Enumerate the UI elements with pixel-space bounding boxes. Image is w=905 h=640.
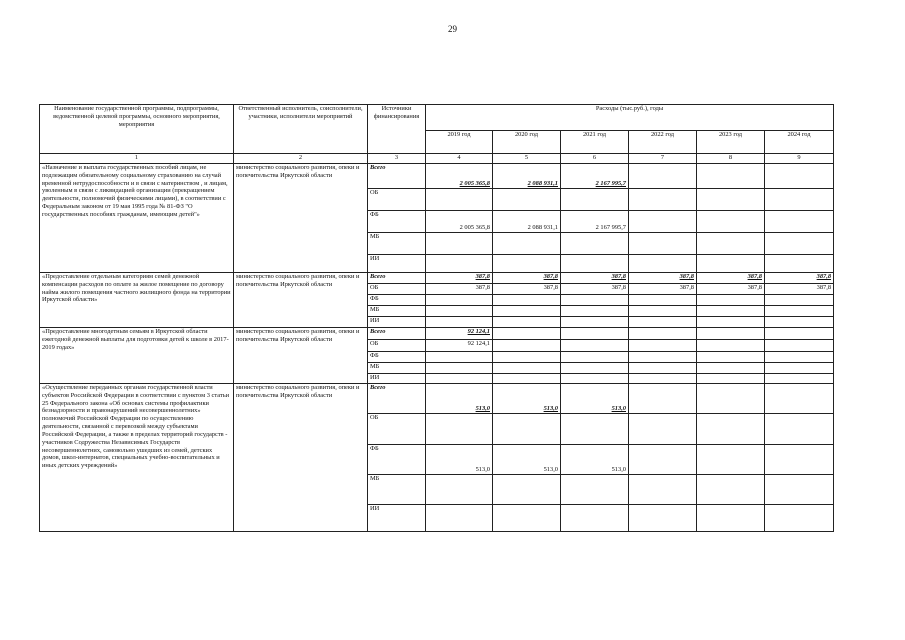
- expense-value: [697, 363, 765, 374]
- expense-value: [493, 505, 561, 532]
- expense-value: 2 167 995,7: [561, 211, 629, 233]
- expense-value: 387,8: [697, 273, 765, 284]
- funding-source: МБ: [368, 363, 426, 374]
- column-index: 9: [765, 154, 834, 164]
- funding-source: ОБ: [368, 414, 426, 445]
- expense-value: [697, 306, 765, 317]
- funding-source: ФБ: [368, 211, 426, 233]
- expense-value: 2 005 365,8: [426, 211, 493, 233]
- expense-value: 387,8: [426, 273, 493, 284]
- expense-value: [765, 328, 834, 340]
- table-body: [40, 164, 834, 532]
- expense-value: [561, 233, 629, 255]
- expense-value: [561, 306, 629, 317]
- funding-source: Всего: [368, 328, 426, 340]
- expense-value: [493, 414, 561, 445]
- expense-value: [765, 255, 834, 273]
- expense-value: [697, 505, 765, 532]
- expense-value: [426, 317, 493, 328]
- expense-value: 387,8: [629, 284, 697, 295]
- expense-value: [561, 317, 629, 328]
- expense-value: [493, 255, 561, 273]
- expense-value: [697, 295, 765, 306]
- column-index: 3: [368, 154, 426, 164]
- expense-value: [561, 505, 629, 532]
- expense-value: [561, 340, 629, 352]
- expense-value: 513,0: [561, 445, 629, 475]
- funding-source: МБ: [368, 475, 426, 505]
- expense-value: [426, 295, 493, 306]
- expense-value: [426, 414, 493, 445]
- expense-value: 387,8: [493, 284, 561, 295]
- header-expenses: Расходы (тыс.руб.), годы: [426, 105, 834, 131]
- measure-executor: министерство социального развития, опеки и попечительства Иркутской области: [234, 164, 368, 273]
- expense-value: [697, 328, 765, 340]
- expense-value: [493, 352, 561, 363]
- funding-source: ОБ: [368, 189, 426, 211]
- expense-value: [765, 414, 834, 445]
- expense-value: [629, 352, 697, 363]
- funding-source: МБ: [368, 233, 426, 255]
- page-number: 29: [448, 24, 457, 34]
- column-index: 4: [426, 154, 493, 164]
- expense-value: [426, 233, 493, 255]
- expense-value: [765, 295, 834, 306]
- expense-value: [493, 317, 561, 328]
- expense-value: [765, 475, 834, 505]
- expense-value: 387,8: [765, 284, 834, 295]
- expense-value: [493, 374, 561, 384]
- expense-value: [765, 384, 834, 414]
- measure-description: «Осуществление переданных органам государственной власти субъектов Российской Федерации в соответствии с пунктом 3 статьи 25 Федерального закона «Об основах системы профилактики безнадзорности и правонарушений несовершеннолетних» полномочий Российской Федерации по осуществлению деятельности, связанной с перевозкой между субъектами Российской Федерации, а также в пределах территорий государств - участников Содружества Независимых Государств несовершеннолетних, самовольно ушедших из семей, детских домов, школ-интернатов, специальных учебно-воспитательных и иных детских учреждений»: [40, 384, 234, 532]
- expense-value: [697, 414, 765, 445]
- header-executor: Ответственный исполнитель, соисполнители, участники, исполнители мероприятий: [234, 105, 368, 154]
- expense-value: 513,0: [561, 384, 629, 414]
- expense-value: [629, 505, 697, 532]
- expense-value: [765, 363, 834, 374]
- expense-value: 2 167 995,7: [561, 164, 629, 189]
- expense-value: [493, 295, 561, 306]
- expense-value: 387,8: [629, 273, 697, 284]
- column-index: 6: [561, 154, 629, 164]
- expense-value: [765, 374, 834, 384]
- expense-value: [561, 475, 629, 505]
- measure-description: «Предоставление отдельным категориям семей денежной компенсации расходов по оплате за жилое помещение по договору найма жилого помещения частного жилищного фонда на территории Иркутской области»: [40, 273, 234, 328]
- expense-value: 387,8: [765, 273, 834, 284]
- funding-source: Всего: [368, 384, 426, 414]
- expense-value: [426, 255, 493, 273]
- expense-value: [493, 363, 561, 374]
- funding-source: ФБ: [368, 445, 426, 475]
- table-row: [40, 384, 834, 414]
- expense-value: [765, 189, 834, 211]
- expense-value: [629, 164, 697, 189]
- expense-value: [629, 384, 697, 414]
- expense-value: [629, 363, 697, 374]
- expense-value: 387,8: [426, 284, 493, 295]
- expense-value: [697, 352, 765, 363]
- expense-value: [426, 189, 493, 211]
- header-year: 2024 год: [765, 130, 834, 153]
- column-index: 8: [697, 154, 765, 164]
- expense-value: 513,0: [426, 445, 493, 475]
- expense-value: [629, 328, 697, 340]
- budget-table: [39, 104, 834, 532]
- expense-value: [493, 328, 561, 340]
- header-year: 2019 год: [426, 130, 493, 153]
- expense-value: [426, 505, 493, 532]
- expense-value: [629, 211, 697, 233]
- expense-value: [493, 340, 561, 352]
- expense-value: [493, 189, 561, 211]
- expense-value: [765, 340, 834, 352]
- table-row: [40, 328, 834, 340]
- expense-value: [629, 317, 697, 328]
- expense-value: [629, 340, 697, 352]
- expense-value: [697, 189, 765, 211]
- expense-value: [493, 306, 561, 317]
- column-index: 2: [234, 154, 368, 164]
- expense-value: [426, 352, 493, 363]
- expense-value: [561, 414, 629, 445]
- expense-value: 387,8: [561, 273, 629, 284]
- expense-value: [426, 374, 493, 384]
- expense-value: [561, 295, 629, 306]
- header-year: 2023 год: [697, 130, 765, 153]
- measure-executor: министерство социального развития, опеки и попечительства Иркутской области: [234, 384, 368, 532]
- expense-value: [561, 189, 629, 211]
- table-row: [40, 273, 834, 284]
- expense-value: [697, 475, 765, 505]
- expense-value: [629, 189, 697, 211]
- measure-executor: министерство социального развития, опеки и попечительства Иркутской области: [234, 273, 368, 328]
- funding-source: Всего: [368, 164, 426, 189]
- expense-value: [493, 233, 561, 255]
- expense-value: [426, 306, 493, 317]
- expense-value: 92 124,1: [426, 328, 493, 340]
- expense-value: [765, 352, 834, 363]
- expense-value: [561, 255, 629, 273]
- header-sources: Источники финансирования: [368, 105, 426, 154]
- expense-value: 2 088 931,1: [493, 164, 561, 189]
- expense-value: [629, 233, 697, 255]
- expense-value: [765, 306, 834, 317]
- funding-source: МБ: [368, 306, 426, 317]
- expense-value: [697, 445, 765, 475]
- measure-description: «Назначение и выплата государственных пособий лицам, не подлежащим обязательному социальному страхованию на случай временной нетрудоспособности и в связи с материнством , и лицам, уволенным в связи с ликвидацией организации (прекращением деятельности, полномочий физическими лицами), в соответствии с Федеральным законом от 19 мая 1995 года № 81-ФЗ "О государственных пособиях гражданам, имеющим детей"»: [40, 164, 234, 273]
- expense-value: [629, 255, 697, 273]
- expense-value: [765, 445, 834, 475]
- measure-executor: министерство социального развития, опеки и попечительства Иркутской области: [234, 328, 368, 384]
- header-name: Наименование государственной программы, подпрограммы, ведомственной целевой программы, основного мероприятия, мероприятия: [40, 105, 234, 154]
- funding-source: ИИ: [368, 255, 426, 273]
- expense-value: [697, 211, 765, 233]
- expense-value: [697, 374, 765, 384]
- table-row: [40, 164, 834, 189]
- expense-value: [765, 211, 834, 233]
- expense-value: 2 088 931,1: [493, 211, 561, 233]
- expense-value: [629, 445, 697, 475]
- expense-value: 92 124,1: [426, 340, 493, 352]
- expense-value: [765, 317, 834, 328]
- expense-value: [697, 255, 765, 273]
- expense-value: 513,0: [493, 384, 561, 414]
- expense-value: [629, 306, 697, 317]
- expense-value: [561, 374, 629, 384]
- column-index: 5: [493, 154, 561, 164]
- funding-source: ОБ: [368, 284, 426, 295]
- expense-value: [493, 475, 561, 505]
- expense-value: 513,0: [493, 445, 561, 475]
- header-year: 2020 год: [493, 130, 561, 153]
- expense-value: [629, 295, 697, 306]
- column-index: 1: [40, 154, 234, 164]
- expense-value: [561, 352, 629, 363]
- expense-value: [426, 475, 493, 505]
- expense-value: [629, 475, 697, 505]
- expense-value: [765, 505, 834, 532]
- expense-value: [629, 414, 697, 445]
- expense-value: [697, 317, 765, 328]
- header-year: 2022 год: [629, 130, 697, 153]
- expense-value: 513,0: [426, 384, 493, 414]
- expense-value: [697, 164, 765, 189]
- funding-source: ИИ: [368, 317, 426, 328]
- expense-value: 387,8: [697, 284, 765, 295]
- header-year: 2021 год: [561, 130, 629, 153]
- measure-description: «Предоставление многодетным семьям в Иркутской области ежегодной денежной выплаты для подготовки детей к школе в 2017-2019 годах»: [40, 328, 234, 384]
- expense-value: [561, 328, 629, 340]
- expense-value: [765, 233, 834, 255]
- expense-value: [629, 374, 697, 384]
- expense-value: [697, 384, 765, 414]
- expense-value: [697, 233, 765, 255]
- funding-source: ИИ: [368, 505, 426, 532]
- funding-source: ИИ: [368, 374, 426, 384]
- funding-source: ФБ: [368, 352, 426, 363]
- expense-value: 387,8: [493, 273, 561, 284]
- funding-source: ФБ: [368, 295, 426, 306]
- funding-source: Всего: [368, 273, 426, 284]
- expense-value: [426, 363, 493, 374]
- expense-value: [697, 340, 765, 352]
- expense-value: 2 005 365,8: [426, 164, 493, 189]
- funding-source: ОБ: [368, 340, 426, 352]
- column-index: 7: [629, 154, 697, 164]
- expense-value: [561, 363, 629, 374]
- expense-value: [765, 164, 834, 189]
- expense-value: 387,8: [561, 284, 629, 295]
